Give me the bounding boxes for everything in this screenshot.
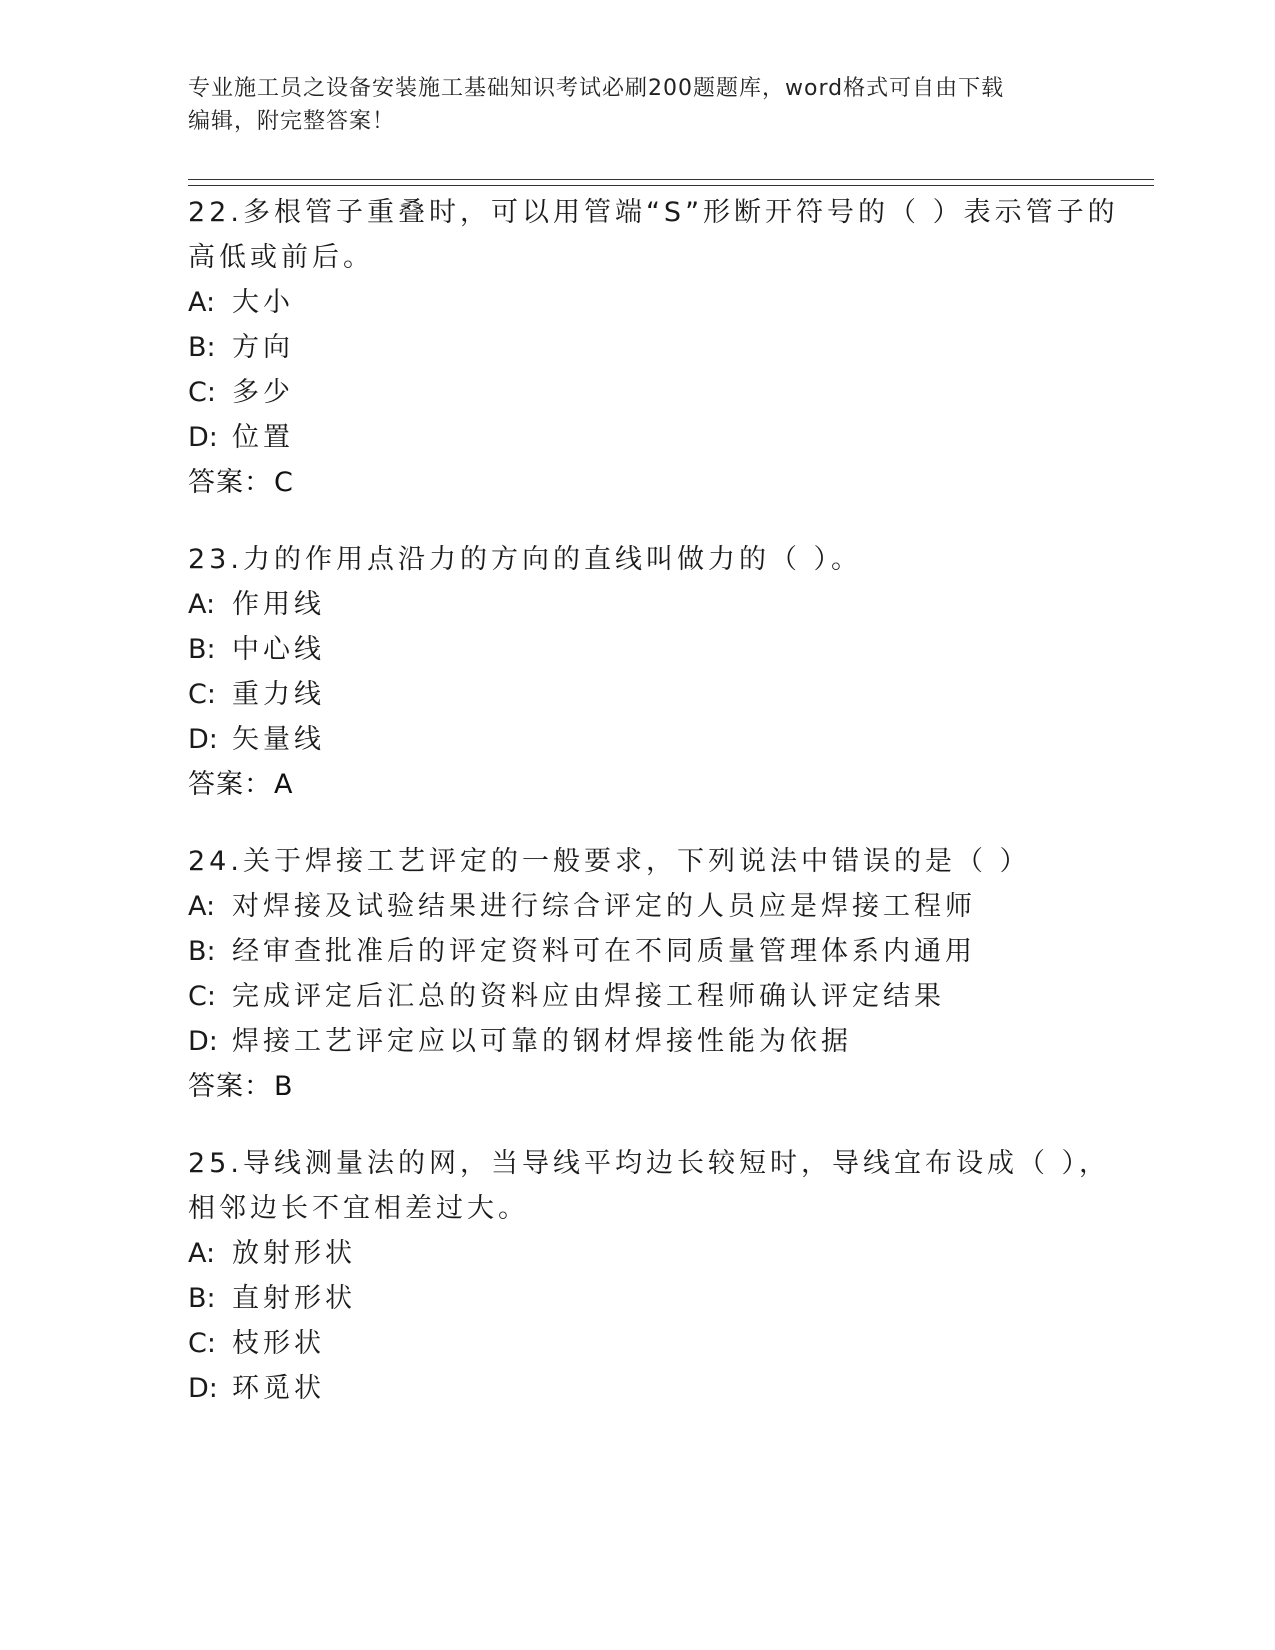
option-text: 经审查批准后的评定资料可在不同质量管理体系内通用 [232, 936, 976, 967]
option-text: 中心线 [232, 634, 325, 665]
option-letter: B: [188, 634, 216, 665]
question-list [188, 190, 1168, 1443]
option-b [188, 929, 1168, 974]
option-letter: C: [188, 377, 216, 408]
option-letter: A: [188, 1238, 216, 1269]
answer-value: C [274, 467, 294, 498]
option-text: 位置 [232, 422, 294, 453]
option-d [188, 415, 1168, 460]
header-divider-top [188, 179, 1154, 180]
question-stem [188, 839, 1168, 884]
option-a [188, 582, 1168, 627]
option-text: 多少 [232, 377, 294, 408]
answer [188, 460, 1168, 505]
option-letter: B: [188, 332, 216, 363]
question-stem-line-2: 高低或前后。 [188, 242, 374, 273]
option-b [188, 1276, 1168, 1321]
option-b [188, 325, 1168, 370]
option-letter: D: [188, 1026, 218, 1057]
option-d [188, 1019, 1168, 1064]
option-text: 直射形状 [232, 1283, 356, 1314]
option-text: 方向 [232, 332, 294, 363]
question-stem [188, 537, 1168, 582]
option-text: 重力线 [232, 679, 325, 710]
question-24 [188, 839, 1168, 1109]
option-letter: A: [188, 589, 216, 620]
option-text: 环觅状 [232, 1373, 325, 1404]
option-c [188, 370, 1168, 415]
question-23 [188, 537, 1168, 807]
option-c [188, 1321, 1168, 1366]
question-stem-line-2: 相邻边长不宜相差过大。 [188, 1193, 529, 1224]
option-letter: D: [188, 1373, 218, 1404]
question-stem [188, 1141, 1168, 1231]
question-22 [188, 190, 1168, 505]
option-letter: C: [188, 981, 216, 1012]
header-divider-bottom [188, 185, 1154, 186]
option-letter: B: [188, 1283, 216, 1314]
header-line-2: 编辑，附完整答案！ [188, 109, 396, 134]
option-text: 放射形状 [232, 1238, 356, 1269]
option-text: 矢量线 [232, 724, 325, 755]
option-letter: B: [188, 936, 216, 967]
question-stem-line-1: 24.关于焊接工艺评定的一般要求，下列说法中错误的是（ ） [188, 846, 1031, 877]
answer-value: A [274, 769, 294, 800]
option-letter: D: [188, 422, 218, 453]
option-letter: C: [188, 1328, 216, 1359]
option-c [188, 974, 1168, 1019]
answer-label: 答案： [188, 1071, 272, 1102]
option-c [188, 672, 1168, 717]
option-a [188, 280, 1168, 325]
question-25 [188, 1141, 1168, 1411]
question-stem-line-1: 25.导线测量法的网，当导线平均边长较短时，导线宜布设成（ ）， [188, 1148, 1111, 1179]
document-header [188, 72, 1088, 138]
option-letter: C: [188, 679, 216, 710]
question-stem-line-1: 22.多根管子重叠时，可以用管端“S”形断开符号的（ ）表示管子的 [188, 197, 1119, 228]
question-stem-line-1: 23.力的作用点沿力的方向的直线叫做力的（ ）。 [188, 544, 863, 575]
option-d [188, 717, 1168, 762]
question-stem [188, 190, 1168, 280]
option-text: 完成评定后汇总的资料应由焊接工程师确认评定结果 [232, 981, 945, 1012]
option-letter: D: [188, 724, 218, 755]
option-a [188, 884, 1168, 929]
option-text: 焊接工艺评定应以可靠的钢材焊接性能为依据 [232, 1026, 852, 1057]
option-text: 枝形状 [232, 1328, 325, 1359]
answer-value: B [274, 1071, 294, 1102]
option-letter: A: [188, 287, 216, 318]
option-letter: A: [188, 891, 216, 922]
header-line-1: 专业施工员之设备安装施工基础知识考试必刷200题题库，word格式可自由下载 [188, 76, 1005, 101]
answer [188, 762, 1168, 807]
answer [188, 1064, 1168, 1109]
answer-label: 答案： [188, 769, 272, 800]
option-d [188, 1366, 1168, 1411]
option-text: 对焊接及试验结果进行综合评定的人员应是焊接工程师 [232, 891, 976, 922]
option-a [188, 1231, 1168, 1276]
option-text: 大小 [232, 287, 294, 318]
answer-label: 答案： [188, 467, 272, 498]
option-b [188, 627, 1168, 672]
option-text: 作用线 [232, 589, 325, 620]
